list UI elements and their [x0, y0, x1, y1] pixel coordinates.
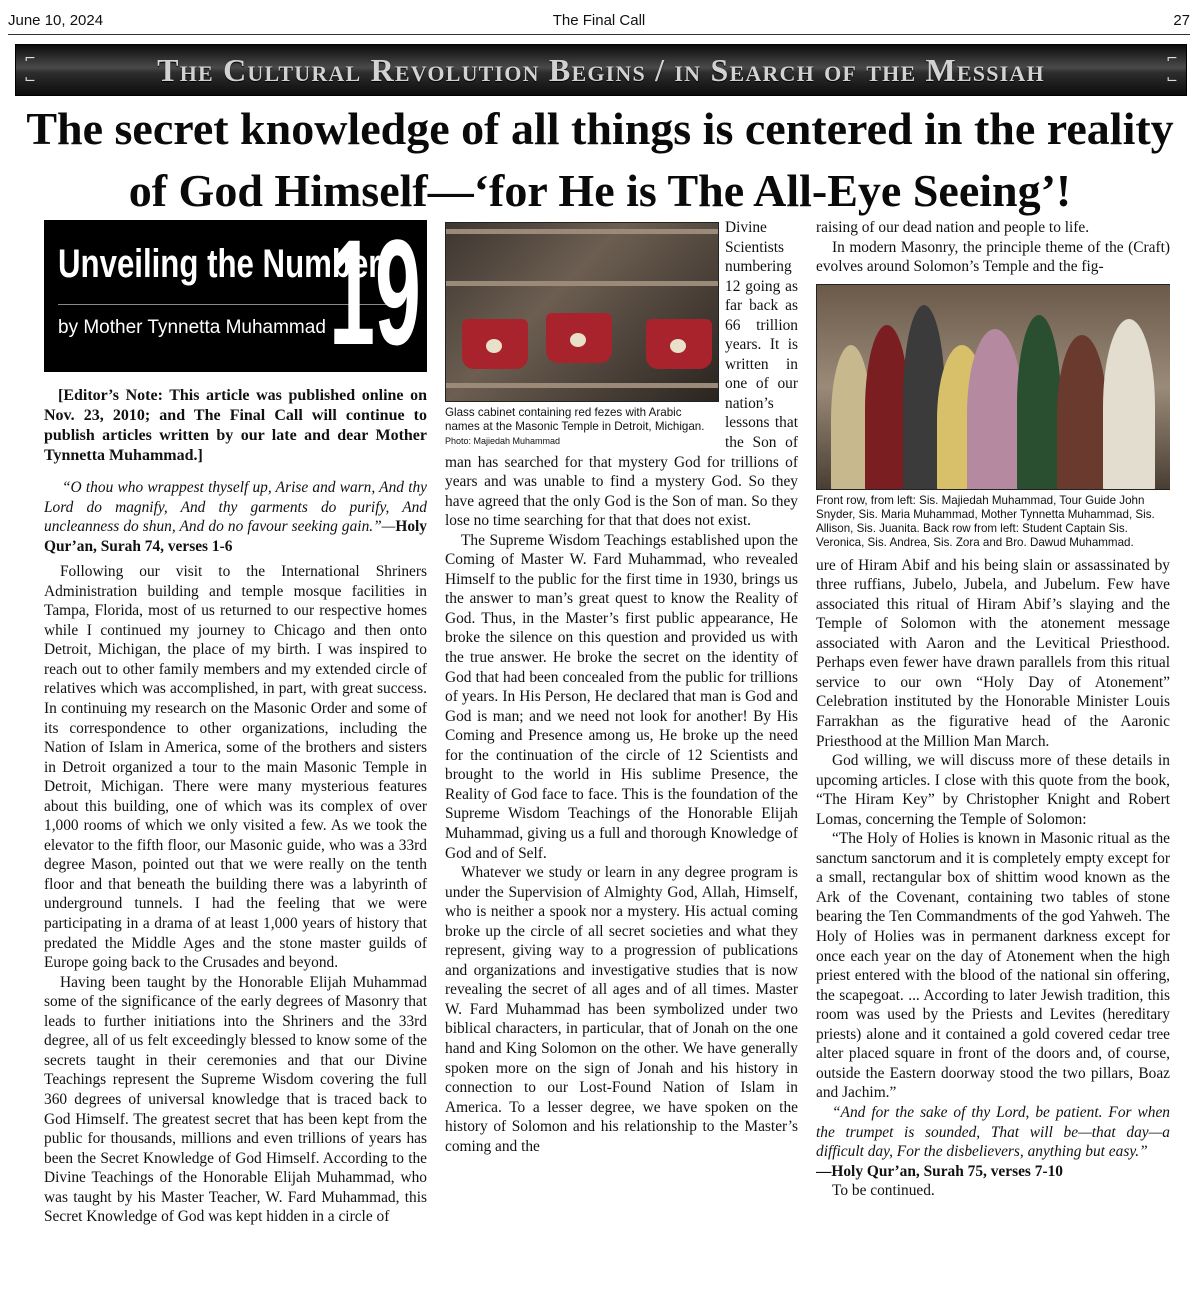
- fez: [462, 319, 528, 369]
- closing-quote: “And for the sake of thy Lord, be patient. For when the trumpet is sounded, That will be—that day—a difficult day, For the disbelievers, anything but easy.”: [816, 1103, 1170, 1161]
- caption-text: Glass cabinet containing red fezes with Arabic names at the Masonic Temple in Detroit, Michigan.: [445, 406, 705, 433]
- photo-caption: Front row, from left: Sis. Majiedah Muhammad, Tour Guide John Snyder, Sis. Maria Muhammad, Mother Tynnetta Muhammad, Sis. Allison, Sis. Juanita. Back row from left: Student Captain Sis. Veronica, Sis. Andrea, Sis. Zora and Bro. Dawud Muhammad.: [816, 493, 1155, 549]
- page-header: [8, 0, 1190, 35]
- fez: [546, 313, 612, 363]
- shelf: [446, 383, 718, 388]
- column-logo: [44, 220, 427, 372]
- body-paragraph: ure of Hiram Abif and his being slain or assassinated by three ruffians, Jubelo, Jubela, and Jubelum. Few have associated this ritual of Hiram Abif’s slaying and the Temple of Solomon with the atonement message associated with Aaron and the Levitical Priesthood. Perhaps even fewer have drawn parallels from this ritual service to our own “Holy Day of Atonement” Celebration instituted by the Honorable Minister Louis Farrakhan as the figurative head of the Aaronic Priesthood at the Million Man March.: [816, 556, 1170, 750]
- column-1: [44, 218, 427, 1293]
- logo-number: 19: [329, 220, 421, 372]
- page-number: 27: [1173, 12, 1190, 29]
- ornament-icon: ⌐ ⌙: [1166, 51, 1178, 87]
- continued-note: To be continued.: [832, 1182, 935, 1200]
- opening-quote-text: “O thou who wrappest thyself up, Arise and warn, And thy Lord do magnify, And thy garments do purify, And uncleanness do shun, And do no favour seeking gain.”—: [44, 479, 427, 536]
- banner-title: The Cultural Revolution Begins / in Search of the Messiah: [157, 51, 1045, 88]
- logo-byline: by Mother Tynnetta Muhammad: [58, 317, 326, 338]
- fez-cabinet-image: [445, 222, 719, 402]
- person: [967, 329, 1023, 490]
- photo-credit: Photo: Majiedah Muhammad: [445, 436, 561, 446]
- opening-quote-source: Holy Qur’an, Surah 74, verses 1-6: [44, 518, 427, 555]
- body-paragraph: Following our visit to the International Shriners Administration building and temple mosque facilities in Tampa, Florida, most of us returned to our respective homes while I continued my journey to Chicago and then onto Detroit, Michigan, the place of my birth. I was inspired to reach out to other family members and my extended circle of relatives which was accomplished, in part, with great success. In continuing my research on the Masonic Order and some of its correspondence to other organizations, including the Nation of Islam in America, some of the brothers and sisters in Detroit organized a tour to the main Masonic Temple in Detroit, Michigan. There were many mysterious features about this building, one of which was its complex of over 1,000 rooms of which we only visited a few. As we took the elevator to the fifth floor, our Masonic guide, who was a 33rd degree Mason, pointed out that we were really on the tenth floor and that beneath the building there was a labyrinth of underground tunnels. I had the feeling that we were participating in a drama of at least 1,000 years of history that predated the Middle Ages and the stone master guilds of Europe going back to the Crusades and beyond.: [44, 563, 427, 972]
- ornament-icon: ⌐ ⌙: [24, 51, 36, 87]
- fez: [646, 319, 712, 369]
- body-paragraph: Divine Scientists numbering 12 going as far back as 66 trillion years. It is written in one of our nation’s lessons that the Son of man has searched for that mystery God for trillions of years and was unable to find a mystery God. So they have agreed that the only God is the Son of man. So they lose no time searching for that that does not exist.: [445, 219, 798, 530]
- logo-title: Unveiling the Number: [58, 242, 381, 286]
- opening-quote: [44, 478, 427, 556]
- body-paragraph: God willing, we will discuss more of these details in upcoming articles. I close with this quote from the book, “The Hiram Key” by Christopher Knight and Robert Lomas, concerning the Temple of Solomon:: [816, 752, 1170, 828]
- editor-note: [Editor’s Note: This article was published online on Nov. 23, 2010; and The Final Call will continue to publish articles written by our late and dear Mother Tynnetta Muhammad.]: [44, 387, 427, 464]
- closing-quote-source: —Holy Qur’an, Surah 75, verses 7-10: [816, 1162, 1063, 1180]
- body-paragraph: The Supreme Wisdom Teachings established upon the Coming of Master W. Fard Muhammad, who revealed Himself to the public for the first time in 1930, brings us the answer to man’s great quest to know the Reality of God. Thus, in the Master’s first public appearance, He broke the silence on this question and provided us with the true answer. He broke the secret on the identity of God that had been concealed from the public for trillions of years. In His Person, He declared that man is God and God is man; and we need not look for another! By His Coming and Presence among us, He broke up the need for the continuation of the circle of 12 Scientists and brought to the world in His sublime Presence, the Reality of God face to face. This is the foundation of the Supreme Wisdom Teachings of the Honorable Elijah Muhammad, giving us a full and thorough Knowledge of God and of Self.: [445, 531, 798, 862]
- person: [1103, 319, 1155, 490]
- body-paragraph: Whatever we study or learn in any degree program is under the Supervision of Almighty God, Allah, Himself, who is neither a spook nor a mystery. His actual coming broke up the circle of all secret societies and what they represent, giving way to a progression of publications and organizations and investigative studies that is now revealing the secret of all ages and of all times. Master W. Fard Muhammad has been symbolized under two biblical characters, in particular, that of Jonah on the one hand and King Solomon on the other. We have generally spoken more on the sign of Jonah and his history in connection to our Lost-Found Nation of Islam in America. To a lesser degree, we have spoken on the history of Solomon and his relationship to the Master’s coming and the: [445, 864, 798, 1155]
- body-paragraph: “The Holy of Holies is known in Masonic ritual as the sanctum sanctorum and it is completely empty except for a small, rectangular box of shittim wood known as the Ark of the Covenant, containing two tables of stone bearing the Ten Commandments of the god Yahweh. The Holy of Holies was in permanent darkness except for once each year on the day of Atonement when the high priest entered with the blood of the national sin offering, the scapegoat. ... According to later Jewish tradition, this room was used by the Priests and Levites (hereditary priests) alone and it contained a gold covered cedar tree alter placed square in front of the doors and, of course, outside the Eastern doorway stood the two pillars, Boaz and Jachim.”: [816, 830, 1170, 1102]
- photo-group: [816, 284, 1170, 550]
- shelf: [446, 229, 718, 234]
- photo-fez-cabinet: [445, 222, 717, 448]
- body-paragraph: Having been taught by the Honorable Elijah Muhammad some of the significance of the early degrees of Masonry that leads to further initiations into the Shriners and the 33rd degree, all of us felt exceedingly blessed to know some of the secrets taught in their ceremonies and that our Divine Teachings represent the Supreme Wisdom covering the full 360 degrees of universal knowledge that is traced back to God Himself. The greatest secret that has been kept from the public for thousands, millions and even trillions of years has been the Secret Knowledge of God Himself. According to the Divine Teachings of the Honorable Elijah Muhammad, who was taught by his Master Teacher, W. Fard Muhammad, this Secret Knowledge of God was kept hidden in a circle of: [44, 973, 427, 1226]
- shelf: [446, 281, 718, 286]
- photo-caption: [445, 406, 717, 448]
- column-3: [816, 218, 1170, 1293]
- publication-name: The Final Call: [552, 12, 646, 29]
- body-paragraph: raising of our dead nation and people to life.: [816, 219, 1090, 236]
- headline: The secret knowledge of all things is centered in the reality of God Himself—‘for He is The All-Eye Seeing’!: [26, 103, 1174, 216]
- person: [1057, 335, 1107, 490]
- issue-date: June 10, 2024: [8, 12, 104, 29]
- column-2: [445, 218, 798, 1293]
- body-paragraph: In modern Masonry, the principle theme of the (Craft) evolves around Solomon’s Temple and the fig-: [816, 238, 1170, 276]
- section-banner: [15, 44, 1187, 96]
- person: [1017, 315, 1061, 490]
- group-photo-image: [816, 284, 1170, 490]
